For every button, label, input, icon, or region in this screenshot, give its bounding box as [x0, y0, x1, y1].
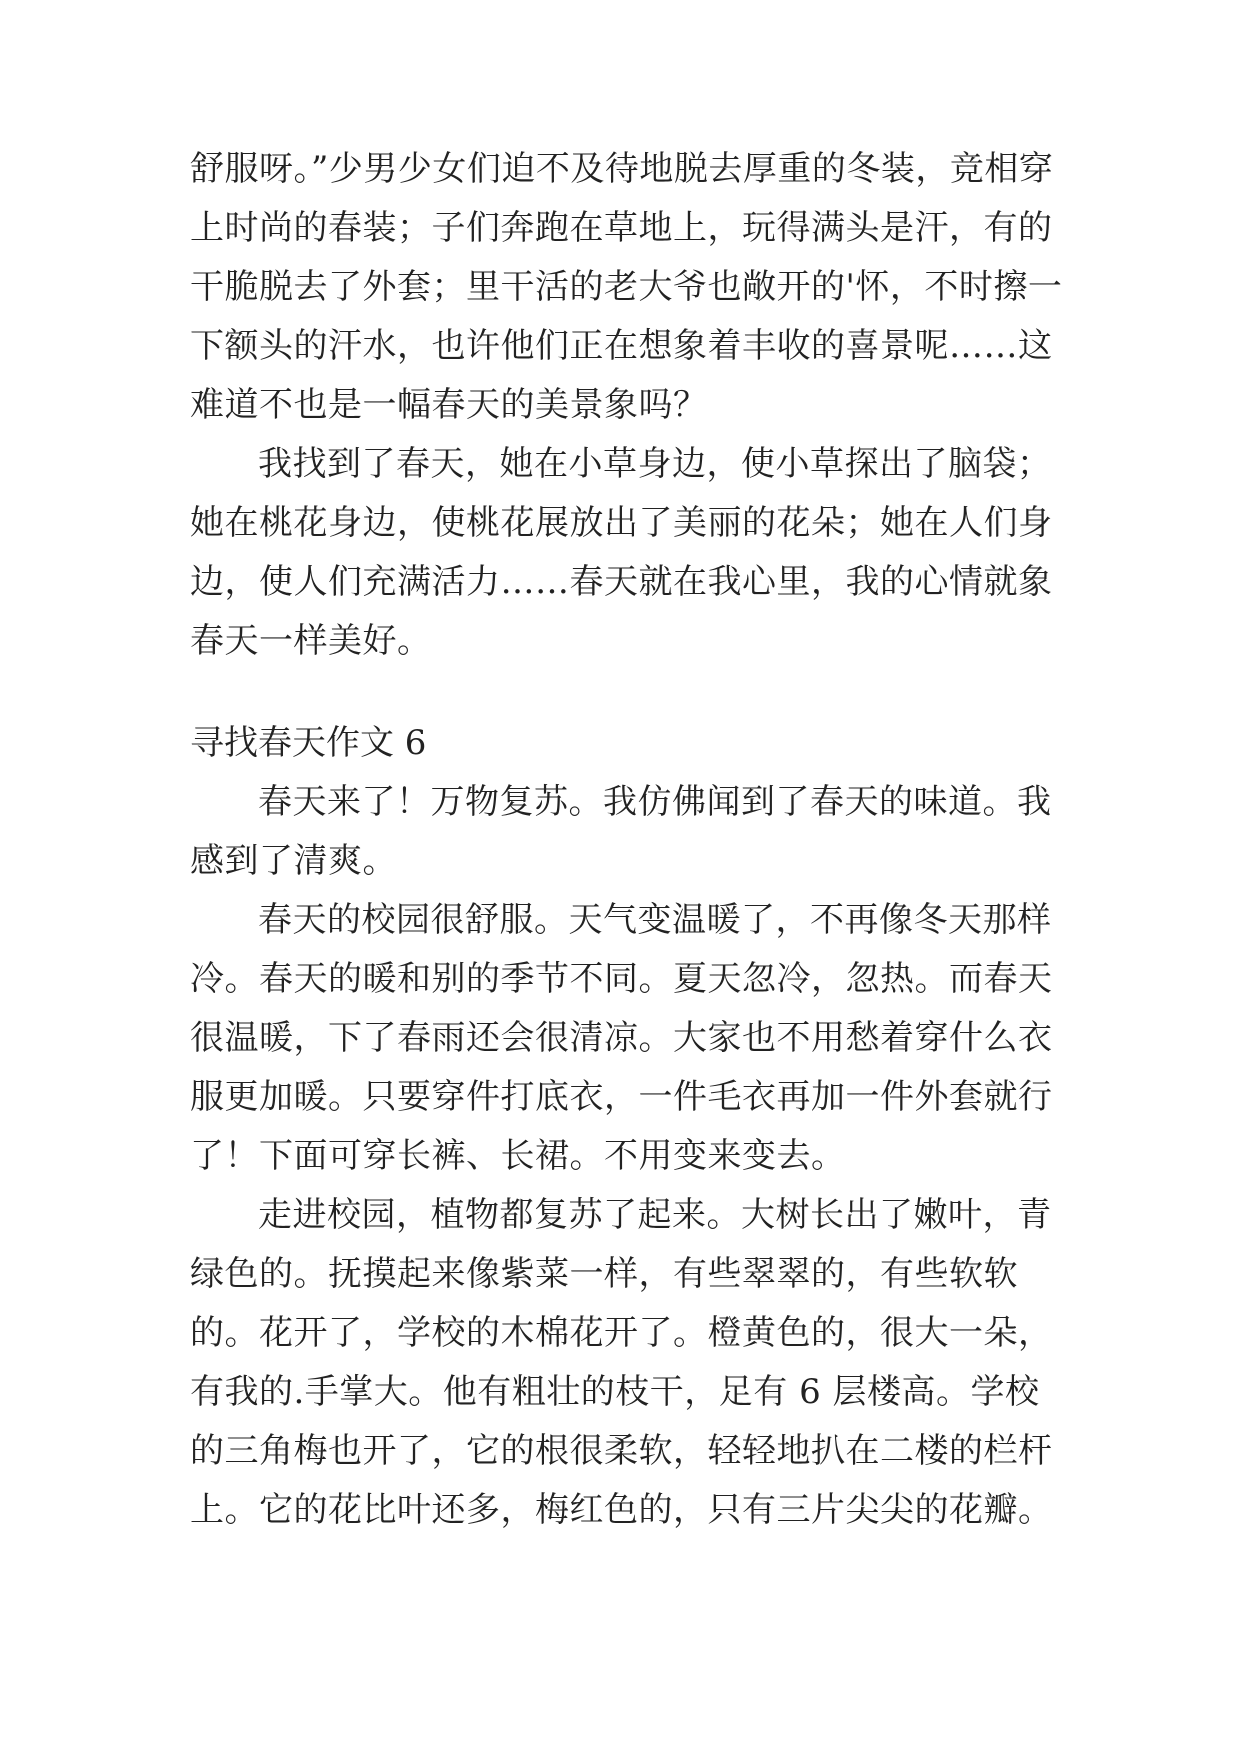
paragraph-continued: 舒服呀。”少男少女们迫不及待地脱去厚重的冬装，竞相穿上时尚的春装；子们奔跑在草地上，玩得满头是汗，有的干脆脱去了外套；里干活的老大爷也敞开的'怀，不时擦一下额头的汗水，也许他们正在想象着丰收的喜景呢……这难道不也是一幅春天的美景象吗？	[190, 149, 1063, 425]
essay-title: 寻找春天作文 6	[190, 723, 427, 763]
paragraph: 春天来了！万物复苏。我仿佛闻到了春天的味道。我感到了清爽。	[190, 782, 1052, 881]
paragraph: 春天的校园很舒服。天气变温暖了，不再像冬天那样冷。春天的暖和别的季节不同。夏天忽冷，忽热。而春天很温暖，下了春雨还会很清凉。大家也不用愁着穿什么衣服更加暖。只要穿件打底衣，一件毛衣再加一件外套就行了！下面可穿长裤、长裙。不用变来变去。	[190, 900, 1053, 1176]
paragraph: 走进校园，植物都复苏了起来。大树长出了嫩叶，青绿色的。抚摸起来像紫菜一样，有些翠翠的，有些软软的。花开了，学校的木棉花开了。橙黄色的，很大一朵，有我的.手掌大。他有粗壮的枝干，足有 6 层楼高。学校的三角梅也开了，它的根很柔软，轻轻地扒在二楼的栏杆上。它的花比叶还多，梅红色的，只有三片尖尖的花瓣。	[190, 1195, 1053, 1530]
section-1	[190, 140, 1070, 671]
paragraph-final: 我找到了春天，她在小草身边，使小草探出了脑袋；她在桃花身边，使桃花展放出了美丽的花朵；她在人们身边，使人们充满活力……春天就在我心里，我的心情就象春天一样美好。	[190, 444, 1053, 661]
section-2	[190, 773, 1070, 1540]
